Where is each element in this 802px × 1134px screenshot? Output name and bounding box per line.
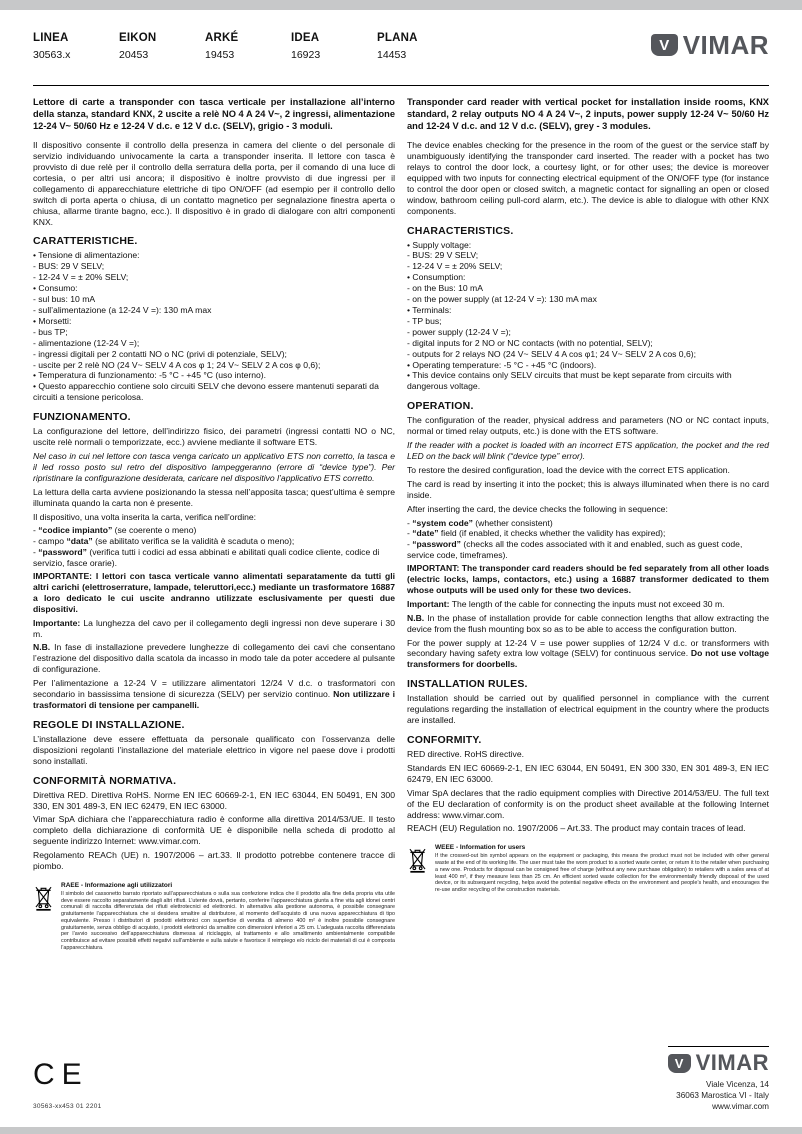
product-eikon [119, 32, 205, 61]
spec-line [407, 360, 769, 371]
note-body [61, 882, 395, 952]
vimar-logo [651, 32, 769, 58]
text-run: Per l’alimentazione a 12-24 V = utilizzare alimentatori 12/24 V d.c. o trasformatori con secondario in bassissima tensione di sicurezza (SELV) per servizio continuo. [33, 678, 395, 700]
text-run: “system code” [412, 517, 473, 528]
product-code: 20453 [119, 49, 149, 61]
product-code: 30563.x [33, 49, 71, 61]
text-run: The device enables checking for the presence in the room of the guest or the service staff by unambiguously identifying the transponder card inserted. The reader with a pocket has two relays to control the door lock, a courtesy light, or for other uses; the device is moreover equipped with two inputs for connecting electrical equipment of the ON/OFF type (for instance to control the door open or closed switch, a magnetic contact for signalling an open or closed window, bathroom ceiling pull-cord alarm, etc.). The device is able to dialogue with other KNX components. [407, 140, 769, 216]
spec-list [407, 240, 769, 393]
text-run: - [407, 517, 413, 528]
note-title: RAEE - Informazione agli utilizzatori [61, 881, 173, 889]
spec-line [407, 283, 769, 294]
paragraph [33, 512, 395, 523]
column-english [407, 96, 769, 894]
text-run: • Temperatura di funzionamento: -5 °C - +45 °C (uso interno). [33, 370, 267, 381]
paragraph [407, 140, 769, 216]
note-text: Il simbolo del cassonetto barrato riportato sull’apparecchiatura o sulla sua confezione indica che il prodotto alla fine della propria vita utile deve essere raccolto separatamente dagli altri rifiuti. L’utente dovrà, pertanto, conferire l’apparecchiatura giunta a fine vita agli idonei centri comunali di raccolta differenziata dei rifiuti elettrotecnici ed elettronici. In alternativa alla gestione autonoma, è possibile consegnare gratuitamente l’apparecchiatura che si desidera smaltire al distributore, al momento dell’acquisto di una nuova apparecchiatura di tipo equivalente. Presso i distributori di prodotti elettronici con superficie di vendita di almeno 400 m² è inoltre possibile consegnare gratuitamente, senza obbligo di acquisto, i prodotti elettronici da smaltire con dimensioni inferiori a 25 cm. L’adeguata raccolta differenziata per l’avvio successivo dell’apparecchiatura dismessa al riciclaggio, al trattamento e allo smaltimento ambientalmente compatibile contribuisce ad evitare possibili effetti negativi sull’ambiente e sulla salute e favorisce il reimpiego e/o riciclo dei materiali di cui è composta l’apparecchiatura. [61, 890, 395, 951]
text-run: After inserting the card, the device checks the following in sequence: [407, 503, 668, 514]
page-top-strip [0, 0, 802, 10]
vimar-shield-icon [668, 1054, 691, 1073]
section-heading: CARATTERISTICHE. [33, 235, 138, 248]
text-run: L’installazione deve essere effettuata da personale qualificato con l’osservanza delle disposizioni regolanti l’installazione del materiale elettrico in vigore nel paese dove i prodotti sono installati. [33, 733, 395, 766]
text-run: “codice impianto” [38, 525, 113, 536]
spec-list [407, 518, 769, 562]
text-run: La lunghezza del cavo per il collegamento degli ingressi non deve superare i 30 m. [33, 617, 395, 639]
spec-line [33, 349, 395, 360]
text-run: Non utilizzare i trasformatori di tensione per campanelli. [33, 689, 396, 711]
text-run: - BUS: 29 V SELV; [33, 261, 105, 272]
address-line: Viale Vicenza, 14 [706, 1080, 769, 1089]
text-run: “data” [66, 536, 93, 547]
footer-brand-block [668, 1046, 769, 1114]
text-run: (whether consistent) [472, 517, 553, 528]
section-heading: CONFORMITÀ NORMATIVA. [33, 774, 177, 787]
text-run: Standards EN IEC 60669-2-1, EN IEC 63044, EN 50491, EN 300 330, EN 301 489-3, EN IEC 62479, EN IEC 63000. [407, 762, 769, 784]
text-run: The configuration of the reader, physical address and parameters (NO or NC contact inputs, normal or timed relay outputs, etc.) is done with the ETS software. [407, 415, 769, 437]
text-run: - [33, 525, 39, 536]
product-line-name: PLANA [377, 32, 418, 44]
header [33, 32, 769, 61]
paragraph [407, 823, 769, 834]
paragraph [33, 734, 395, 767]
section-heading: OPERATION. [407, 400, 474, 413]
product-code: 14453 [377, 49, 407, 61]
spec-line [407, 349, 769, 360]
spec-line [33, 370, 395, 381]
text-run: If the reader with a pocket is loaded with an incorrect ETS application, the pocket and the red LED on the back will blink (“device type” error). [407, 440, 769, 461]
text-run: For the power supply at 12-24 V = use power supplies of 12/24 V d.c. or transformers with secondary having safety extra low voltage (SELV) for continuous service. [407, 637, 769, 659]
paragraph [407, 763, 769, 785]
text-run: In the phase of installation provide for cable connection lengths that allow extracting the device from the flush mounting box so as to be able to access the configuration button. [407, 612, 769, 634]
text-run: • Operating temperature: -5 °C - +45 °C (indoors). [407, 359, 597, 370]
spec-line [407, 294, 769, 305]
text-run: - sull’alimentazione (a 12-24 V =): 130 mA max [33, 305, 212, 316]
text-run: Il dispositivo, una volta inserita la carta, verifica nell’ordine: [33, 511, 257, 522]
product-code: 16923 [291, 49, 321, 61]
text-run: Regolamento REACh (UE) n. 1907/2006 – art.33. Il prodotto potrebbe contenere tracce di piombo. [33, 850, 395, 872]
text-run: La configurazione del lettore, dell’indirizzo fisico, dei parametri (ingressi contatti NO o NC, uscite relè normali o temporizzate, ecc.) avviene mediante il software ETS. [33, 426, 395, 448]
text-run: The card is read by inserting it into the pocket; this is always illuminated when there is no card inside. [407, 478, 769, 500]
text-run: - 12-24 V = ± 20% SELV; [33, 272, 129, 283]
spec-line [33, 381, 395, 403]
text-run: N.B. [407, 612, 425, 623]
document-code: 30563-xx453 01 2201 [33, 1103, 102, 1110]
paragraph [407, 504, 769, 515]
section-heading: CONFORMITY. [407, 734, 482, 747]
text-run: - BUS: 29 V SELV; [407, 250, 479, 261]
spec-line [33, 360, 395, 371]
paragraph [33, 571, 395, 615]
text-run: - [407, 528, 413, 539]
ce-mark: CE [33, 1058, 89, 1091]
weee-crossed-bin-icon [33, 882, 55, 916]
spec-line [407, 518, 769, 529]
text-run: • This device contains only SELV circuits that must be kept separate from circuits with dangerous voltage. [407, 370, 732, 392]
spec-line [33, 536, 395, 547]
product-line-name: IDEA [291, 32, 320, 44]
text-run: - ingressi digitali per 2 contatti NO o NC (privi di potenziale, SELV); [33, 348, 287, 359]
paragraph [407, 479, 769, 501]
text-run: IMPORTANT: The transponder card readers should be fed separately from all other loads (electric locks, lamps, contactors, etc.) using a 16887 transformer dedicated to them whose outputs will be used only for these two devices. [407, 563, 769, 595]
vimar-monogram: V [674, 1055, 684, 1071]
text-run: Vimar SpA dichiara che l’apparecchiatura radio è conforme alla direttiva 2014/53/UE. Il testo completo della dichiarazione di conformità UE è disponibile nella scheda di prodotto al seguente indirizzo Internet: www.vimar.com. [33, 814, 395, 847]
paragraph [33, 850, 395, 872]
paragraph [407, 563, 769, 596]
text-run: “date” [412, 528, 439, 539]
text-run: REACH (EU) Regulation no. 1907/2006 – Art.33. The product may contain traces of lead. [407, 823, 746, 834]
spec-line [33, 547, 395, 569]
text-run: - on the power supply (at 12-24 V =): 130 mA max [407, 294, 597, 305]
disposal-note [33, 882, 395, 952]
spec-line [407, 338, 769, 349]
text-run: - 12-24 V = ± 20% SELV; [407, 261, 503, 272]
text-run: • Morsetti: [33, 315, 72, 326]
section-heading: REGOLE DI INSTALLAZIONE. [33, 718, 185, 731]
section-heading: CHARACTERISTICS. [407, 224, 514, 237]
text-run: - bus TP; [33, 326, 68, 337]
text-run: (checks all the codes associated with it and enabled, such as guest code, service code, timeframes). [407, 539, 743, 561]
text-run: • Supply voltage: [407, 239, 472, 250]
text-run: • Consumption: [407, 272, 466, 283]
text-run: (verifica tutti i codici ad essa abbinati e abilitati quali codice cliente, codice di servizio, fasce orarie). [33, 547, 380, 569]
product-line-name: ARKÉ [205, 32, 239, 44]
spec-line [33, 272, 395, 283]
paragraph [33, 642, 395, 675]
text-run: N.B. [33, 642, 51, 653]
vimar-shield-icon [651, 34, 678, 56]
spec-line [33, 316, 395, 327]
header-rule [33, 85, 769, 86]
vimar-logo-text: VIMAR [682, 30, 769, 60]
text-run: (se coerente o meno) [112, 525, 197, 536]
lead-paragraph: Lettore di carte a transponder con tasca verticale per installazione all’interno della stanza, standard KNX, 2 uscite a relè NO 4 A 24 V~, 2 ingressi, alimentazione 12-24 V~ 50/60 Hz e 12-24 V d.c. e 12 V d.c. (SELV), grigio - 3 moduli. [33, 97, 395, 132]
text-run: RED directive. RoHS directive. [407, 749, 525, 760]
vimar-logo-footer [668, 1052, 769, 1074]
weee-crossed-bin-icon [407, 844, 429, 878]
text-run: Nel caso in cui nel lettore con tasca venga caricato un applicativo ETS non corretto, la tasca e il led rosso posto sul retro del dispositivo lampeggeranno (errore di “device type”). Per ripristinare la configurazione desiderata, caricare nel dispositivo l’applicativo ETS corretto. [33, 450, 395, 483]
text-run: - uscite per 2 relè NO (24 V~ SELV 4 A cos φ 1; 24 V~ SELV 2 A cos φ 0,6); [33, 359, 321, 370]
note-title: WEEE - Information for users [435, 844, 526, 852]
paragraph [33, 814, 395, 847]
text-run: • Terminals: [407, 305, 452, 316]
paragraph [407, 465, 769, 476]
note-body [435, 844, 769, 894]
text-run: - power supply (12-24 V =); [407, 326, 511, 337]
spec-line [407, 370, 769, 392]
text-run: Installation should be carried out by qualified personnel in compliance with the current regulations regarding the installation of electrical equipment in the country where the products are installed. [407, 693, 769, 726]
paragraph [407, 613, 769, 635]
text-run: (se abilitato verifica se la validità è scaduta o meno); [92, 536, 295, 547]
page-bottom-strip [0, 1127, 802, 1134]
note-text: If the crossed-out bin symbol appears on the equipment or packaging, this means the product must not be included with other general waste at the end of its working life. The user must take the worn product to a sorted waste center, or return it to the retailer when purchasing a new one. Products for disposal can be consigned free of charge (without any new purchase obligation) to retailers with a sales area of at least 400 m², if they measure less than 25 cm. An efficient sorted waste collection for the environmentally friendly disposal of the used device, or its subsequent recycling, helps avoid the potential negative effects on the environment and people’s health, and encourages the re-use and/or recycling of the construction materials. [435, 853, 769, 894]
section-heading: FUNZIONAMENTO. [33, 411, 131, 424]
spec-line [407, 528, 769, 539]
paragraph [407, 599, 769, 610]
spec-line [407, 539, 769, 561]
paragraph [33, 140, 395, 227]
text-run: To restore the desired configuration, load the device with the correct ETS application. [407, 464, 730, 475]
text-run: Vimar SpA declares that the radio equipment complies with Directive 2014/53/EU. The full text of the EU declaration of conformity is on the product sheet available at the following Internet address: www.vimar.com. [407, 787, 769, 820]
spec-line [33, 305, 395, 316]
spec-line [407, 316, 769, 327]
paragraph [33, 618, 395, 640]
product-code: 19453 [205, 49, 235, 61]
spec-line [407, 272, 769, 283]
product-line-name: EIKON [119, 32, 157, 44]
text-run: “password” [412, 539, 461, 550]
product-line-name: LINEA [33, 32, 69, 44]
spec-list [33, 525, 395, 569]
section-heading: INSTALLATION RULES. [407, 678, 528, 691]
text-run: Il dispositivo consente il controllo della presenza in camera del cliente o del personale di servizio individuando univocamente la carta a transponder inserita. Il lettore con tasca è provvisto di due relè per il controllo della serratura della porta, per il comando di una luce di cortesia, o per altri usi ancora; il dispositivo è inoltre provvisto di due ingressi per il collegamento di apparecchiature elettriche di tipo ON/OFF (ad esempio per il controllo dello switch di porta aperta o chiusa, di un contatto magnetico per segnalazione finestra aperta o chiusa, allarme tirante bagno, ecc.). Il dispositivo è in grado di dialogare con altri componenti KNX. [33, 140, 395, 227]
text-run: - [33, 547, 39, 558]
paragraph [407, 440, 769, 462]
spec-line [407, 250, 769, 261]
text-run: - on the Bus: 10 mA [407, 283, 483, 294]
text-run: - digital inputs for 2 NO or NC contacts (with no potential, SELV); [407, 337, 653, 348]
text-run: - [407, 539, 413, 550]
paragraph [33, 678, 395, 711]
vimar-logo-text: VIMAR [695, 1050, 769, 1075]
text-run: Direttiva RED. Direttiva RoHS. Norme EN IEC 60669-2-1, EN IEC 63044, EN 50491, EN 300 330, EN 301 489-3, EN IEC 62479, EN IEC 63000. [33, 789, 395, 811]
text-run: IMPORTANTE: I lettori con tasca verticale vanno alimentati separatamente da tutti gli altri carichi (elettroserrature, lampade, teleruttori,ecc.) mediante un trasformatore 16887 a loro dedicato le cui uscite andranno utilizzate esclusivamente per questi due dispositivi. [33, 571, 395, 614]
spec-line [33, 338, 395, 349]
disposal-note [407, 844, 769, 894]
paragraph [33, 426, 395, 448]
text-run: In fase di installazione prevedere lunghezze di collegamento dei cavi che consentano l’estrazione del dispositivo dalla scatola da incasso in modo tale da poter accedere al pulsante di configurazione. [33, 642, 395, 675]
address-line: 36063 Marostica VI - Italy [676, 1091, 769, 1101]
text-run: Important: [407, 598, 450, 609]
product-idea [291, 32, 377, 61]
paragraph [407, 693, 769, 726]
product-arke [205, 32, 291, 61]
text-run: - campo [33, 536, 67, 547]
paragraph [33, 487, 395, 509]
spec-line [33, 525, 395, 536]
text-run: - outputs for 2 relays NO (24 V~ SELV 4 A cos φ1; 24 V~ SELV 2 A cos 0,6); [407, 348, 697, 359]
text-run: - alimentazione (12-24 V =); [33, 337, 140, 348]
spec-list [33, 250, 395, 403]
spec-line [33, 250, 395, 261]
spec-line [33, 283, 395, 294]
paragraph [33, 790, 395, 812]
address-line: www.vimar.com [712, 1102, 769, 1112]
paragraph [407, 749, 769, 760]
text-run: Importante: [33, 617, 81, 628]
text-run: “password” [38, 547, 87, 558]
vimar-monogram: V [659, 36, 670, 54]
paragraph [407, 638, 769, 671]
spec-line [407, 240, 769, 251]
lead-paragraph: Transponder card reader with vertical pocket for installation inside rooms, KNX standard, 2 relay outputs NO 4 A 24 V~, 2 inputs, power supply 12-24 V~ 50/60 Hz and 12-24 V d.c. and 12 V d.c. (SELV), grey - 3 modules. [407, 97, 769, 132]
text-run: • Consumo: [33, 283, 78, 294]
paragraph [33, 451, 395, 484]
product-plana [377, 32, 463, 61]
spec-line [407, 261, 769, 272]
text-run: field (if enabled, it checks whether the validity has expired); [438, 528, 666, 539]
column-italian [33, 96, 395, 952]
spec-line [407, 327, 769, 338]
spec-line [407, 305, 769, 316]
text-run: Do not use voltage transformers for doorbells. [407, 648, 770, 670]
product-linea [33, 32, 119, 61]
paragraph [407, 415, 769, 437]
text-run: The length of the cable for connecting the inputs must not exceed 30 m. [449, 598, 725, 609]
text-run: • Tensione di alimentazione: [33, 250, 140, 261]
text-run: • Questo apparecchio contiene solo circuiti SELV che devono essere mantenuti separati da circuiti a tensione pericolosa. [33, 381, 379, 403]
spec-line [33, 294, 395, 305]
spec-line [33, 327, 395, 338]
text-run: - TP bus; [407, 315, 442, 326]
text-run: La lettura della carta avviene posizionando la stessa nell’apposita tasca; quest’ultima è sempre illuminata quando la carta non è presente. [33, 486, 395, 508]
text-run: - sul bus: 10 mA [33, 294, 96, 305]
spec-line [33, 261, 395, 272]
paragraph [407, 788, 769, 821]
company-address [668, 1079, 769, 1112]
